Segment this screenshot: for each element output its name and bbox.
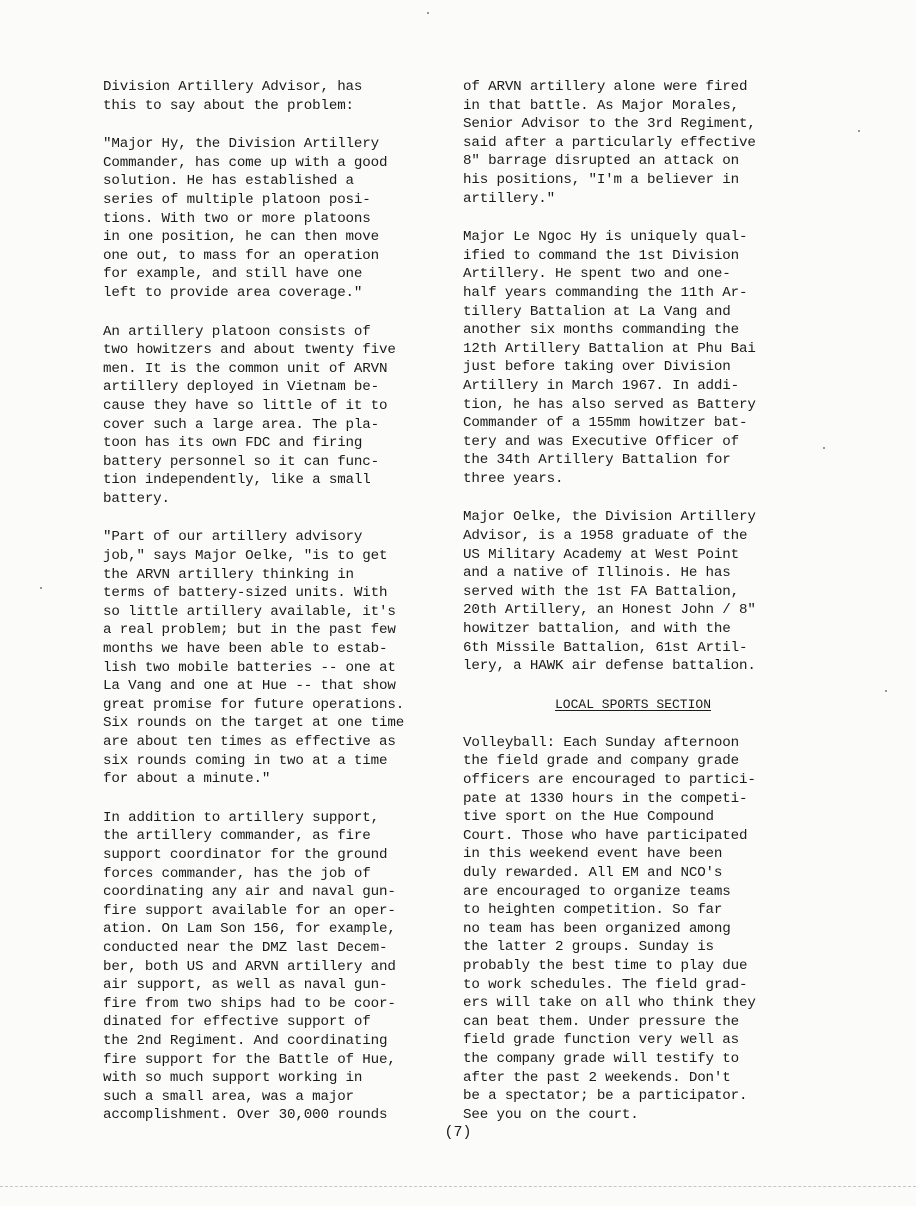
scan-edge-line bbox=[0, 1186, 916, 1188]
scan-speck bbox=[40, 587, 42, 589]
scan-speck bbox=[858, 130, 860, 132]
paragraph-fire-support: In addition to artillery support, the artillery commander, as fire support coordinator for the ground forces commander, has the job of coordinating any air and naval gun- fire support available for an oper- ation. On Lam Son 156, for example, conducted near the DMZ last Decem- ber, both US and ARVN artillery and air support, as well as naval gun- fire from two ships had to be coor- dinated for effective support of the 2nd Regiment. And coordinating fire support for the Battle of Hue, with so much support working in such a small area, was a major accomplishment. Over 30,000 rounds bbox=[103, 809, 396, 1124]
paragraph-volleyball: Volleyball: Each Sunday afternoon the field grade and company grade officers are encouraged to partici- pate at 1330 hours in the competi- tive sport on the Hue Compound Court. Those who have participated in this weekend event have been duly rewarded. All EM and NCO's are encouraged to organize teams to heighten competition. So far no team has been organized among the latter 2 groups. Sunday is probably the best time to play due to work schedules. The field grad- ers will take on all who think they can beat them. Under pressure the field grade function very well as the company grade will testify to after the past 2 weekends. Don't be a spectator; be a participator. See you on the court. bbox=[463, 734, 756, 1123]
paragraph-major-hy-bio: Major Le Ngoc Hy is uniquely qual- ified to command the 1st Division Artillery. He spent two and one- half years commanding the 11th Ar- tillery Battalion at La Vang and another six months commanding the 12th Artillery Battalion at Phu Bai just before taking over Division Artillery in March 1967. In addi- tion, he has also served as Battery Commander of a 155mm howitzer bat- tery and was Executive Officer of the 34th Artillery Battalion for three years. bbox=[463, 229, 756, 487]
paragraph-advisor-intro: Division Artillery Advisor, has this to say about the problem: bbox=[103, 79, 363, 114]
paragraph-battle-of-hue: of ARVN artillery alone were fired in that battle. As Major Morales, Senior Advisor to the 3rd Regiment, said after a particularly effective 8" barrage disrupted an attack on his positions, "I'm a believer in artillery." bbox=[463, 79, 756, 207]
left-column bbox=[103, 78, 443, 1145]
paragraph-oelke-quote: "Part of our artillery advisory job," says Major Oelke, "is to get the ARVN artillery thinking in terms of battery-sized units. With so little artillery available, it's a real problem; but in the past few months we have been able to estab- lish two mobile batteries -- one at La Vang and one at Hue -- that show great promise for future operations. Six rounds on the target at one time are about ten times as effective as six rounds coming in two at a time for about a minute." bbox=[103, 529, 405, 788]
sports-section-heading: LOCAL SPORTS SECTION bbox=[554, 696, 712, 712]
scan-speck bbox=[823, 447, 825, 449]
right-column bbox=[463, 78, 803, 1144]
page-number: (7) bbox=[444, 1124, 472, 1141]
paragraph-artillery-platoon: An artillery platoon consists of two howitzers and about twenty five men. It is the common unit of ARVN artillery deployed in Vietnam be- cause they have so little of it to cover such a large area. The pla- toon has its own FDC and firing battery personnel so it can func- tion independently, like a small battery. bbox=[103, 323, 396, 507]
scan-speck bbox=[885, 690, 887, 692]
paragraph-major-oelke-bio: Major Oelke, the Division Artillery Advisor, is a 1958 graduate of the US Military Academy at West Point and a native of Illinois. He has served with the 1st FA Battalion, 20th Artillery, an Honest John / 8" howitzer battalion, and with the 6th Missile Battalion, 61st Artil- lery, a HAWK air defense battalion. bbox=[463, 509, 756, 675]
scan-speck bbox=[427, 12, 429, 14]
paragraph-major-hy-quote: "Major Hy, the Division Artillery Commander, has come up with a good solution. He has established a series of multiple platoon posi- tions. With two or more platoons in one position, he can then move one out, to mass for an operation for example, and still have one left to provide area coverage." bbox=[103, 136, 388, 301]
